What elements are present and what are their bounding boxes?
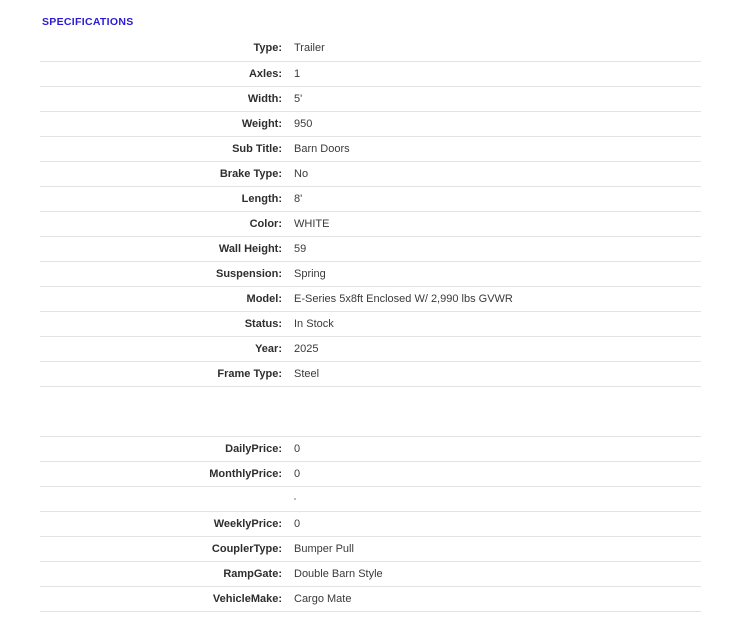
table-row-spacer bbox=[40, 411, 701, 436]
table-row bbox=[40, 536, 701, 561]
spec-value: 0 bbox=[288, 436, 701, 461]
table-row bbox=[40, 236, 701, 261]
table-row bbox=[40, 336, 701, 361]
spec-value: Spring bbox=[288, 261, 701, 286]
spec-value: 8' bbox=[288, 186, 701, 211]
spec-value: Steel bbox=[288, 361, 701, 386]
spec-label: Type: bbox=[40, 36, 288, 61]
spacer-cell bbox=[40, 611, 288, 636]
spec-value: 950 bbox=[288, 111, 701, 136]
spec-label: Weight: bbox=[40, 111, 288, 136]
spec-value: 0 bbox=[288, 461, 701, 486]
bullet-dot-icon bbox=[294, 498, 296, 500]
spec-value: Trailer bbox=[288, 36, 701, 61]
table-row bbox=[40, 111, 701, 136]
spec-label: CouplerType: bbox=[40, 536, 288, 561]
table-row bbox=[40, 36, 701, 61]
table-row bbox=[40, 361, 701, 386]
spec-value: 59 bbox=[288, 236, 701, 261]
table-row bbox=[40, 286, 701, 311]
spacer-cell bbox=[288, 611, 701, 636]
spec-label: Model: bbox=[40, 286, 288, 311]
table-row bbox=[40, 86, 701, 111]
table-row-spacer bbox=[40, 486, 701, 511]
spec-value: Cargo Mate bbox=[288, 586, 701, 611]
spec-label: Frame Type: bbox=[40, 361, 288, 386]
spec-value: Barn Doors bbox=[288, 136, 701, 161]
table-row-spacer bbox=[40, 611, 701, 636]
spec-label: Color: bbox=[40, 211, 288, 236]
page-title: SPECIFICATIONS bbox=[42, 16, 134, 28]
spacer-cell bbox=[40, 386, 288, 411]
spec-label: Suspension: bbox=[40, 261, 288, 286]
spec-label: Year: bbox=[40, 336, 288, 361]
spec-value: E-Series 5x8ft Enclosed W/ 2,990 lbs GVWR bbox=[288, 286, 701, 311]
spec-value: WHITE bbox=[288, 211, 701, 236]
table-row bbox=[40, 436, 701, 461]
spec-value: In Stock bbox=[288, 311, 701, 336]
table-row bbox=[40, 261, 701, 286]
spec-value bbox=[288, 411, 701, 436]
table-row bbox=[40, 136, 701, 161]
specifications-table-body bbox=[40, 36, 701, 636]
spacer-cell bbox=[288, 386, 701, 411]
spec-label: Sub Title: bbox=[40, 136, 288, 161]
table-row bbox=[40, 586, 701, 611]
specifications-table bbox=[40, 36, 701, 636]
table-row bbox=[40, 311, 701, 336]
spec-value: Bumper Pull bbox=[288, 536, 701, 561]
table-row bbox=[40, 211, 701, 236]
spec-label: Length: bbox=[40, 186, 288, 211]
spec-value: 2025 bbox=[288, 336, 701, 361]
spec-value: Double Barn Style bbox=[288, 561, 701, 586]
spec-value: 1 bbox=[288, 61, 701, 86]
table-row bbox=[40, 511, 701, 536]
spec-label: Brake Type: bbox=[40, 161, 288, 186]
spec-label: RampGate: bbox=[40, 561, 288, 586]
spec-label: WeeklyPrice: bbox=[40, 511, 288, 536]
spec-label: Axles: bbox=[40, 61, 288, 86]
table-row bbox=[40, 61, 701, 86]
table-row bbox=[40, 186, 701, 211]
spec-value-dot bbox=[288, 486, 701, 511]
table-row-spacer bbox=[40, 386, 701, 411]
spec-label: MonthlyPrice: bbox=[40, 461, 288, 486]
table-row bbox=[40, 161, 701, 186]
spec-label bbox=[40, 486, 288, 511]
spec-label: Status: bbox=[40, 311, 288, 336]
spec-label bbox=[40, 411, 288, 436]
spec-label: DailyPrice: bbox=[40, 436, 288, 461]
spec-label: Width: bbox=[40, 86, 288, 111]
table-row bbox=[40, 561, 701, 586]
spec-label: Wall Height: bbox=[40, 236, 288, 261]
spec-value: No bbox=[288, 161, 701, 186]
spec-value: 5' bbox=[288, 86, 701, 111]
table-row bbox=[40, 461, 701, 486]
spec-value: 0 bbox=[288, 511, 701, 536]
spec-label: VehicleMake: bbox=[40, 586, 288, 611]
